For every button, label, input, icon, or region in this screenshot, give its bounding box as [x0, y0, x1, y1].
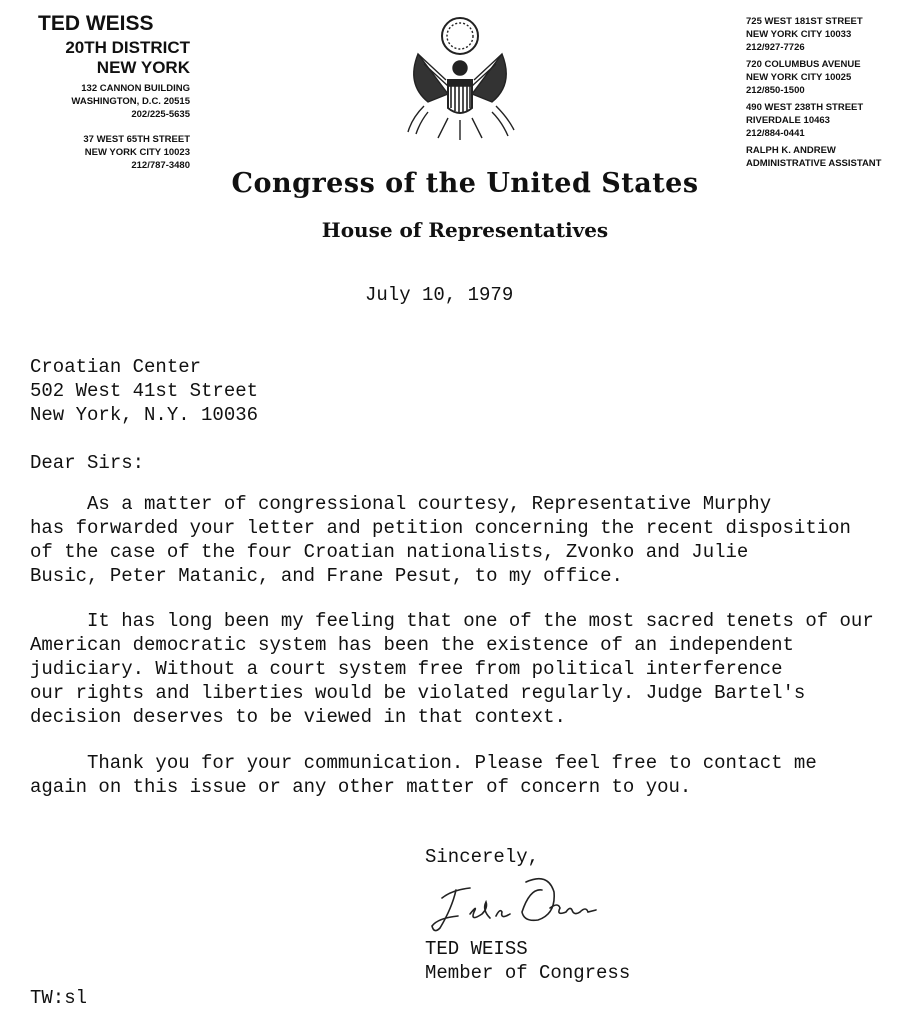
signer-name: TED WEISS [425, 938, 528, 960]
office-line: 720 COLUMBUS AVENUE [746, 59, 861, 70]
typist-initials: TW:sl [30, 987, 88, 1009]
signature-block [425, 937, 630, 985]
paragraph-line: decision deserves to be viewed in that context. [30, 706, 566, 728]
paragraph-line: Thank you for your communication. Please feel free to contact me [87, 752, 817, 774]
congressman-name: TED WEISS [38, 12, 154, 35]
office-line: RIVERDALE 10463 [746, 115, 830, 126]
nyc-office-line: NEW YORK CITY 10023 [84, 147, 190, 158]
district-office [746, 58, 906, 97]
paragraph-line: again on this issue or any other matter of concern to you. [30, 776, 692, 798]
assistant-name: RALPH K. ANDREW [746, 145, 836, 156]
handwritten-signature [430, 868, 640, 938]
office-line: 212/884-0441 [746, 128, 805, 139]
letterhead-right [746, 15, 906, 170]
office-line: 212/927-7726 [746, 42, 805, 53]
paragraph-line: American democratic system has been the existence of an independent [30, 634, 794, 656]
signer-title: Member of Congress [425, 962, 631, 984]
washington-office-line: 202/225-5635 [131, 109, 190, 120]
paragraph-1 [30, 492, 851, 588]
district: 20TH DISTRICT [65, 38, 190, 57]
paragraph-line: judiciary. Without a court system free from political interference [30, 658, 783, 680]
paragraph-2 [30, 609, 874, 729]
office-line: 212/850-1500 [746, 85, 805, 96]
great-seal-icon [398, 14, 522, 144]
nyc-office-line: 37 WEST 65TH STREET [83, 134, 190, 145]
district-office [746, 101, 906, 140]
address-line: New York, N.Y. 10036 [30, 404, 259, 426]
assistant-title: ADMINISTRATIVE ASSISTANT [746, 158, 882, 169]
paragraph-line: has forwarded your letter and petition concerning the recent disposition [30, 517, 851, 539]
office-line: 490 WEST 238TH STREET [746, 102, 864, 113]
closing: Sincerely, [425, 846, 540, 868]
letter-date: July 10, 1979 [365, 284, 514, 306]
paragraph-line: of the case of the four Croatian nationalists, Zvonko and Julie [30, 541, 749, 563]
paragraph-line: It has long been my feeling that one of the most sacred tenets of our [87, 610, 874, 632]
office-line: 725 WEST 181ST STREET [746, 16, 863, 27]
nyc-office-line: 212/787-3480 [131, 160, 190, 171]
salutation: Dear Sirs: [30, 452, 145, 474]
district-office [746, 15, 906, 54]
washington-office-line: WASHINGTON, D.C. 20515 [71, 96, 190, 107]
office-line: NEW YORK CITY 10025 [746, 72, 852, 83]
paragraph-3 [30, 751, 817, 799]
address-line: Croatian Center [30, 356, 202, 378]
chamber-title: House of Representatives [321, 218, 609, 242]
paragraph-line: Busic, Peter Matanic, and Frane Pesut, to my office. [30, 565, 623, 587]
recipient-address [30, 355, 258, 427]
paragraph-line: our rights and liberties would be violated regularly. Judge Bartel's [30, 682, 806, 704]
address-line: 502 West 41st Street [30, 380, 259, 402]
washington-office-line: 132 CANNON BUILDING [81, 83, 190, 94]
institution-title: Congress of the United States [231, 168, 699, 199]
letterhead-left [20, 12, 190, 172]
office-line: NEW YORK CITY 10033 [746, 29, 852, 40]
state: NEW YORK [96, 58, 190, 77]
paragraph-line: As a matter of congressional courtesy, Representative Murphy [87, 493, 772, 515]
